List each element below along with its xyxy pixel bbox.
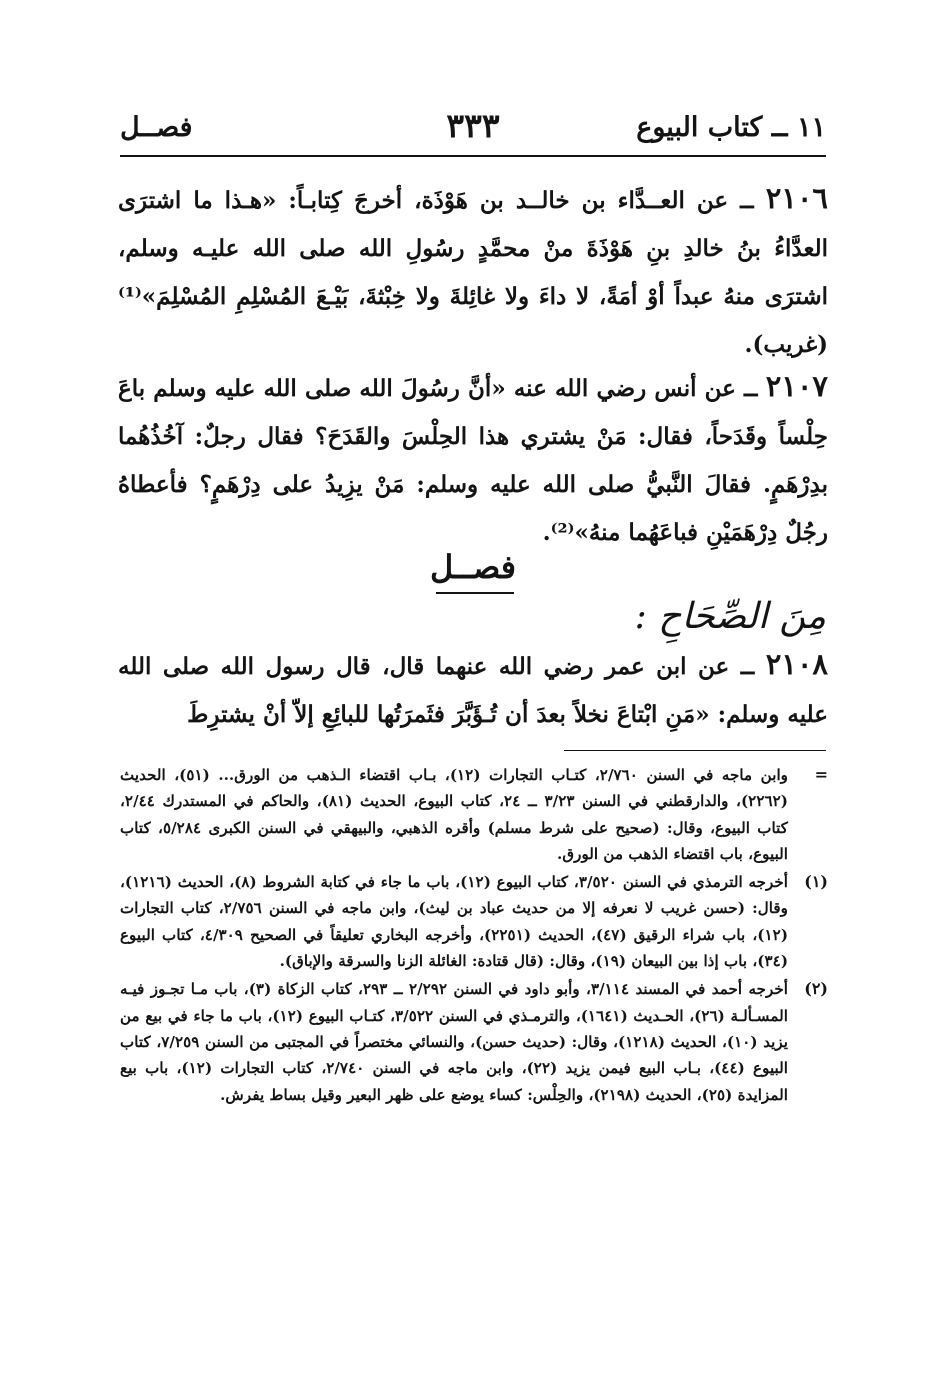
footnote-continued bbox=[120, 762, 828, 867]
hadith-number: ٢١٠٦ bbox=[765, 181, 829, 215]
footnote-text: أخرجه الترمذي في السنن ٣/٥٢٠، كتاب البيوع (١٢)، باب ما جاء في كتابة الشروط (٨)، الحديث (١٢١٦)، وقال: (حسن غريب لا نعرفه إلا من حديث عباد بن ليث)، وابن ماجه في السنن ٢/٧٥٦، كتاب التجارات (١٢)، باب شراء الرقيق (٤٧)، الحديث (٢٢٥١)، وأخرجه البخاري تعليقاً في الصحيح ٤/٣٠٩، كتاب البيوع (٣٤)، باب إذا بين البيعان (١٩)، وقال: (قال قتادة: الغائلة الزنا والسرقة والإباق). bbox=[120, 873, 788, 971]
hadith-text: ــ عن ابن عمر رضي الله عنهما قال، قال رسول الله صلى الله عليه وسلم: «مَنِ ابْتاعَ نخلاً بعدَ أن تُـؤَبَّرَ فثَمرَتُها للبائِعِ إلاّ أنْ يشترِطَ bbox=[118, 653, 828, 728]
page-number: ٣٣٣ bbox=[446, 106, 500, 145]
chapter-title: ١١ ــ كتاب البيوع bbox=[636, 112, 826, 143]
hadith-text: ــ عن أنس رضي الله عنه «أنَّ رسُولَ الله صلى الله عليه وسلم باعَ حِلْساً وقَدَحاً، فقال: مَنْ يشتري هذا الحِلْسَ والقَدَحَ؟ فقال رجلٌ: آخُذُهُما بدِرْهَمٍ. فقالَ النَّبيُّ صلى الله عليه وسلم: مَنْ يزِيدُ على دِرْهَمٍ؟ فأعطاهُ رجُلٌ دِرْهَمَيْنِ فباعَهُما منهُ»⁽²⁾. bbox=[118, 375, 828, 546]
footnote-1 bbox=[120, 869, 828, 974]
footnote-mark: = bbox=[814, 765, 828, 784]
section-title: فصــل bbox=[429, 548, 517, 586]
running-section-title: فصــل bbox=[120, 112, 193, 143]
footnotes bbox=[120, 762, 828, 1108]
hadith-2106 bbox=[118, 174, 828, 369]
subheading-min-as-sihah: مِنَ الصِّحَاحِ : bbox=[634, 596, 826, 637]
hadith-2108 bbox=[118, 640, 828, 739]
hadith-text: ــ عن العــدَّاء بن خالــد بن هَوْذَة، أخرجَ كِتابـاً: «هـذا ما اشترَى العدَّاءُ بنُ خالدِ بنِ هَوْذَةَ منْ محمَّدٍ رسُولِ الله صلى الله عليـه وسلم، اشترَى منهُ عبداً أوْ أمَةً، لا داءَ ولا غائِلةَ ولا خِبْثةَ، بَيْـعَ المُسْلِمِ المُسْلِمَ»⁽¹⁾ (غريب). bbox=[118, 187, 828, 358]
footnote-mark: (٢) bbox=[804, 979, 828, 999]
hadith-number: ٢١٠٧ bbox=[765, 369, 829, 403]
section-underline bbox=[436, 592, 514, 594]
header-rule bbox=[120, 155, 826, 157]
footnote-2 bbox=[120, 976, 828, 1107]
footnote-text: وابن ماجه في السنن ٢/٧٦٠، كتـاب التجارات (١٢)، بـاب اقتضاء الـذهب من الورق... (٥١)، الحديث (٢٢٦٢)، والدارقطني في السنن ٣/٢٣ ــ ٢٤، كتاب البيوع، الحديث (٨١)، والحاكم في المستدرك ٢/٤٤، كتاب البيوع، وقال: (صحيح على شرط مسلم) وأقره الذهبي، والبيهقي في السنن الكبرى ٥/٢٨٤، كتاب البيوع، باب اقتضاء الذهب من الورق. bbox=[120, 766, 788, 863]
footnote-text: أخرجه أحمد في المسند ٣/١١٤، وأبو داود في السنن ٢/٢٩٢ ــ ٢٩٣، كتاب الزكاة (٣)، باب مـا تجـوز فيـه المسـألـة (٢٦)، الحـديث (١٦٤١)، والترمـذي في السنن ٣/٥٢٢، كتـاب البيوع (١٢)، باب ما جاء في بيع من يزيد (١٠)، الحديث (١٢١٨)، وقال: (حديث حسن)، والنسائي مختصراً في المجتبى من السنن ٧/٢٥٩، كتاب البيوع (٤٤)، بـاب البيع فيمن يزيد (٢٢)، وابن ماجه في السنن ٢/٧٤٠، كتاب التجارات (١٢)، باب بيع المزايدة (٢٥)، الحديث (٢١٩٨)، والحِلْس: كساء يوضع على ظهر البعير وقيل بساط يفرش. bbox=[120, 980, 788, 1104]
page-header bbox=[120, 106, 826, 160]
footnote-mark: (١) bbox=[804, 872, 828, 892]
hadith-2107 bbox=[118, 362, 828, 557]
hadith-number: ٢١٠٨ bbox=[765, 647, 828, 681]
footnote-separator bbox=[564, 750, 826, 751]
